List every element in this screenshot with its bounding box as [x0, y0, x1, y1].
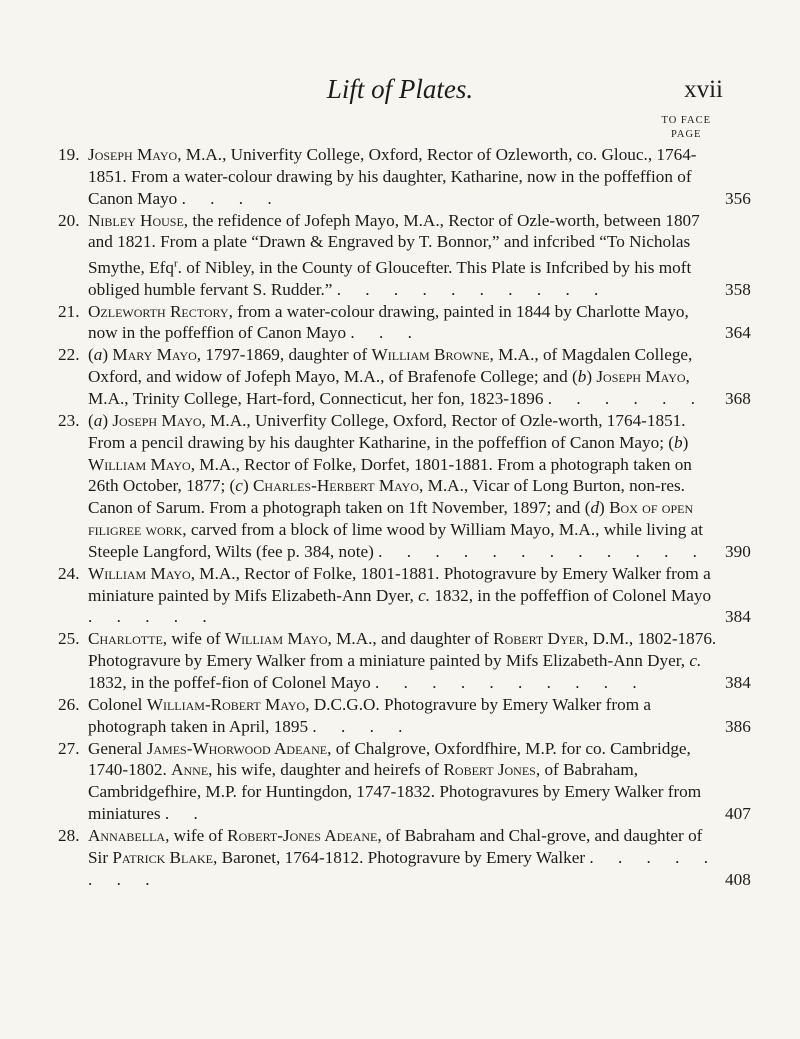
- dot-leader: . . . . . . . . . .: [375, 672, 647, 692]
- plate-description: [88, 739, 705, 824]
- text-run: , of Chalgrove, Oxfordfhire, M.P. for co. Cambridge, 1740-1802.: [88, 738, 696, 780]
- text-run: William Mayo: [88, 563, 191, 583]
- plate-page-ref: 390: [725, 541, 751, 561]
- text-run: Robert Dyer: [493, 629, 584, 649]
- text-run: ): [102, 345, 113, 365]
- dot-leader: . . . .: [181, 188, 282, 208]
- text-run: ): [599, 498, 610, 518]
- text-run: c.: [418, 585, 431, 605]
- plate-number: 28.: [58, 825, 80, 845]
- text-run: Charlotte: [88, 629, 163, 649]
- text-run: Box of open filigree work: [88, 498, 698, 540]
- text-run: r: [173, 257, 178, 270]
- plate-description: [88, 629, 721, 692]
- text-run: William Mayo: [88, 454, 191, 474]
- text-run: , carved from a block of lime wood by William Mayo, M.A., while living at Steeple Langford, Wilts (fee p. 384, note): [88, 520, 708, 561]
- text-run: , M.A., of Magdalen College, Oxford, and widow of Jofeph Mayo, M.A., of Brafenofe College; and (: [88, 345, 697, 387]
- text-run: Patrick Blake: [112, 847, 214, 867]
- dot-leader: . . . . . . . . . .: [336, 279, 609, 299]
- text-run: Charles-Herbert Mayo: [252, 476, 419, 496]
- plate-number: 22.: [58, 345, 80, 365]
- plate-page-ref: 368: [725, 389, 751, 409]
- text-run: b: [674, 432, 683, 452]
- plate-description: [88, 211, 704, 299]
- text-run: d: [590, 498, 600, 518]
- plate-description: [88, 564, 715, 627]
- plate-entry: [58, 738, 751, 825]
- text-run: , D.M., 1802-1876. Photogravure by Emery Walker from a miniature painted by Mifs Elizabeth-Ann Dyer,: [88, 629, 721, 671]
- text-run: , Baronet, 1764-1812. Photogravure by Emery Walker: [213, 847, 590, 867]
- plate-description: [88, 826, 732, 889]
- plate-entry: [58, 694, 751, 738]
- plate-description: [88, 411, 707, 561]
- text-run: Annabella: [88, 825, 166, 845]
- plate-description: [88, 695, 655, 736]
- plate-description: [88, 345, 705, 408]
- plate-list: [58, 144, 751, 890]
- text-run: Robert-Jones Adeane: [227, 825, 378, 845]
- plate-page-ref: 384: [725, 607, 751, 627]
- text-run: General: [88, 738, 147, 758]
- text-run: Joseph Mayo: [596, 367, 686, 387]
- plate-page-ref: 364: [725, 323, 751, 343]
- text-run: (: [88, 345, 94, 365]
- plate-page-ref: 407: [725, 804, 751, 824]
- text-run: ): [682, 432, 693, 452]
- plate-entry: [58, 825, 751, 891]
- plate-entry: [58, 563, 751, 629]
- text-run: William Mayo: [224, 629, 328, 649]
- text-run: Mary Mayo: [112, 345, 197, 365]
- dot-leader: . . . . . .: [547, 389, 705, 409]
- text-run: William Browne: [371, 345, 490, 365]
- text-run: Joseph Mayo: [112, 410, 202, 430]
- text-run: , 1797-1869, daughter of: [196, 345, 372, 365]
- text-run: , of Babraham, Cambridgefhire, M.P. for Huntingdon, 1747-1832. Photogravures by Emery Walker from miniatures: [88, 760, 706, 824]
- dot-leader: . . . . .: [88, 607, 217, 627]
- plate-page-ref: 356: [725, 188, 751, 208]
- page-title: Lift of Plates.: [326, 74, 474, 104]
- plate-description: [88, 302, 693, 343]
- text-run: , wife of: [162, 629, 225, 649]
- text-run: Robert Jones: [443, 760, 536, 780]
- plate-entry: [58, 628, 751, 694]
- column-heading-line-2: PAGE: [671, 129, 702, 140]
- plate-page-ref: 408: [725, 869, 751, 889]
- text-run: 1832, in the poffef-fion of Colonel Mayo: [88, 651, 706, 692]
- text-run: (: [88, 410, 94, 430]
- dot-leader: . .: [164, 804, 208, 824]
- plate-number: 20.: [58, 210, 80, 230]
- text-run: , his wife, daughter and heirefs of: [208, 760, 444, 780]
- text-run: Nibley House: [88, 210, 184, 230]
- plate-page-ref: 386: [725, 716, 751, 736]
- text-run: , M.A., Trinity College, Hart-ford, Connecticut, her fon, 1823-1896: [88, 367, 695, 409]
- text-run: Ozleworth Rectory: [88, 301, 229, 321]
- text-run: c: [235, 476, 243, 496]
- text-run: , M.A., Vicar of Long Burton, non-res. Canon of Sarum. From a photograph taken on 1ft November, 1897; and (: [88, 476, 690, 518]
- dot-leader: . . .: [350, 323, 422, 343]
- text-run: ): [102, 410, 113, 430]
- dot-leader: . . . . . . . .: [88, 847, 733, 889]
- plate-entry: [58, 210, 751, 301]
- column-heading-line-1: TO FACE: [661, 115, 711, 126]
- plate-entry: [58, 410, 751, 563]
- text-run: 1832, in the poffeffion of Colonel Mayo: [430, 585, 716, 605]
- text-run: , the refidence of Jofeph Mayo, M.A., Rector of Ozle-worth, between 1807 and 1821. From a plate “Drawn & Engraved by T. Bonnor,” and infcribed “To Nicholas Smythe, Efq: [88, 210, 705, 277]
- text-run: William-Robert Mayo: [146, 694, 306, 714]
- plate-number: 23.: [58, 410, 80, 430]
- plate-entry: [58, 301, 751, 345]
- text-run: Colonel: [88, 694, 147, 714]
- text-run: a: [93, 345, 103, 365]
- plate-number: 21.: [58, 301, 80, 321]
- text-run: , M.A., Univerfity College, Oxford, Rector of Ozleworth, co. Glouc., 1764-1851. From a water-colour drawing by his daughter, Katharine, now in the poffeffion of Canon Mayo: [88, 145, 697, 208]
- plate-entry: [58, 344, 751, 410]
- plate-number: 26.: [58, 694, 80, 714]
- text-run: , D.C.G.O. Photogravure by Emery Walker from a photograph taken in April, 1895: [88, 694, 656, 736]
- text-run: , M.A., Rector of Folke, Dorfet, 1801-1881. From a photograph taken on 26th October, 1877; (: [88, 454, 697, 496]
- text-run: . of Nibley, in the County of Gloucefter. This Plate is Infcribed by his moft obliged humble fervant S. Rudder.”: [88, 257, 696, 299]
- text-run: Joseph Mayo: [88, 145, 178, 164]
- text-run: , M.A., and daughter of: [327, 629, 494, 649]
- dot-leader: . . . . . . . . . . . .: [378, 541, 707, 561]
- text-run: ): [242, 476, 253, 496]
- text-run: c.: [689, 651, 702, 671]
- text-run: b: [577, 367, 587, 387]
- text-run: , M.A., Univerfity College, Oxford, Rector of Ozle-worth, 1764-1851. From a pencil drawing by his daughter Katharine, in the poffeffion of Canon Mayo; (: [88, 410, 690, 452]
- text-run: a: [93, 410, 103, 430]
- plate-page-ref: 384: [725, 672, 751, 692]
- text-run: ): [586, 367, 597, 387]
- plate-number: 27.: [58, 738, 80, 758]
- plate-number: 19.: [58, 145, 80, 164]
- dot-leader: . . . .: [312, 716, 413, 736]
- plate-description: [88, 145, 697, 208]
- text-run: , of Babraham and Chal-grove, and daughter of Sir: [88, 825, 707, 867]
- text-run: James-Whorwood Adeane: [146, 738, 328, 758]
- plate-entry: [58, 144, 751, 210]
- text-run: , wife of: [165, 825, 228, 845]
- text-run: Anne: [171, 760, 209, 780]
- page-number: xvii: [684, 76, 723, 103]
- plate-number: 24.: [58, 563, 80, 583]
- text-run: , from a water-colour drawing, painted in 1844 by Charlotte Mayo, now in the poffeffion of Canon Mayo: [88, 301, 694, 343]
- text-run: , M.A., Rector of Folke, 1801-1881. Photogravure by Emery Walker from a miniature painted by Mifs Elizabeth-Ann Dyer,: [88, 563, 716, 605]
- plate-number: 25.: [58, 629, 80, 649]
- plate-page-ref: 358: [725, 279, 751, 299]
- column-heading: [662, 114, 712, 142]
